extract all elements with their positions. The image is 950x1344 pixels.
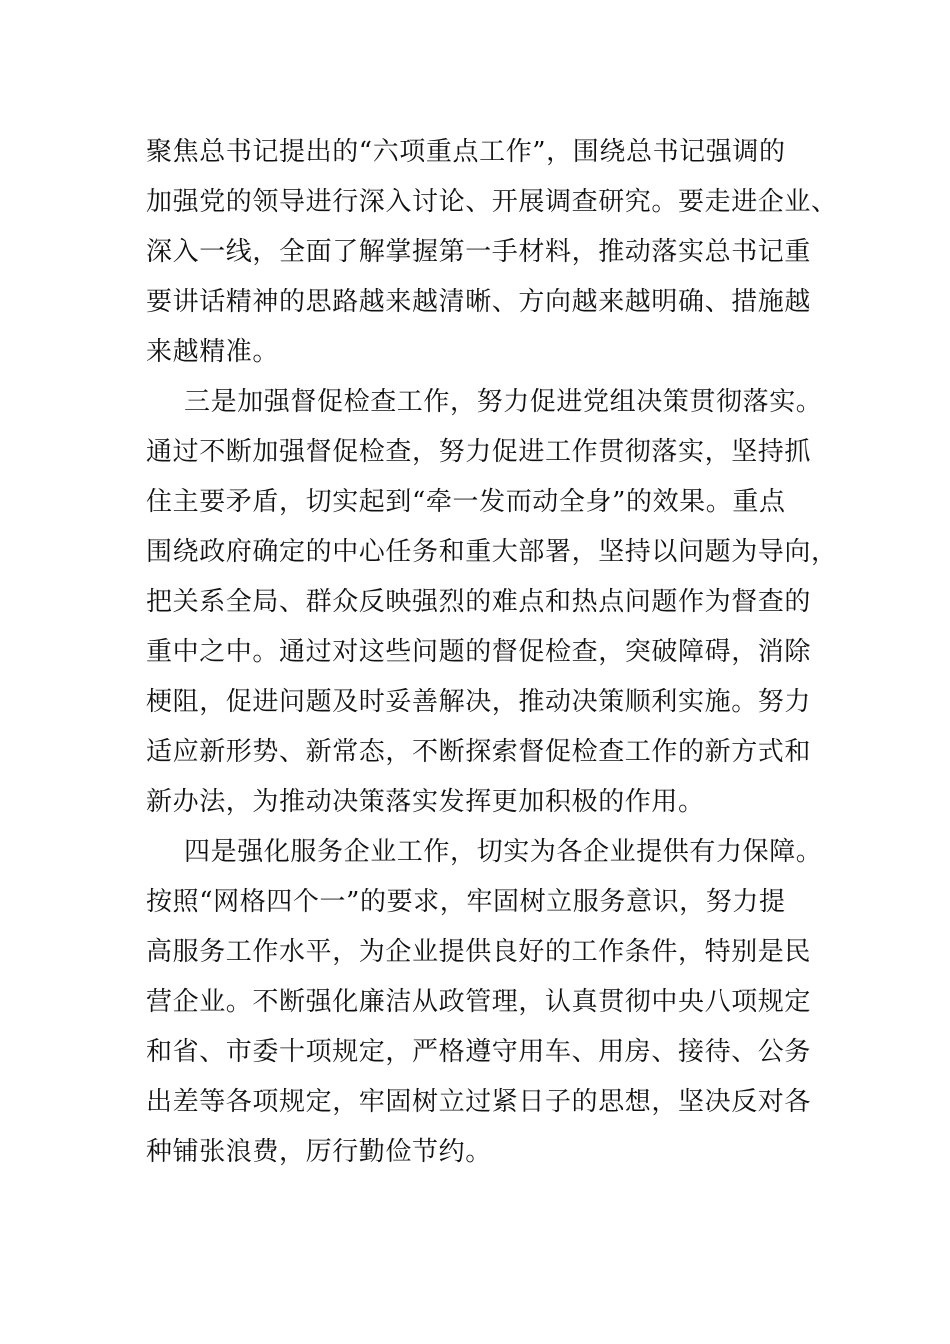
paragraph-line: 把关系全局、群众反映强烈的难点和热点问题作为督查的: [146, 587, 812, 617]
paragraph-line: 深入一线，全面了解掌握第一手材料，推动落实总书记重: [146, 237, 812, 267]
paragraph-line: 和省、市委十项规定，严格遵守用车、用房、接待、公务: [146, 1037, 812, 1067]
paragraph-heading-line: 四是强化服务企业工作，切实为各企业提供有力保障。: [184, 837, 823, 867]
paragraph-line: 聚焦总书记提出的“六项重点工作”，围绕总书记强调的: [146, 137, 786, 167]
paragraph-line: 适应新形势、新常态，不断探索督促检查工作的新方式和: [146, 737, 812, 767]
paragraph-line: 通过不断加强督促检查，努力促进工作贯彻落实，坚持抓: [146, 437, 812, 467]
paragraph-line: 营企业。不断强化廉洁从政管理，认真贯彻中央八项规定: [146, 987, 812, 1017]
paragraph-line: 围绕政府确定的中心任务和重大部署，坚持以问题为导向，: [146, 537, 838, 567]
paragraph-line: 按照“网格四个一”的要求，牢固树立服务意识，努力提: [146, 887, 786, 917]
paragraph-heading-line: 三是加强督促检查工作，努力促进党组决策贯彻落实。: [184, 387, 823, 417]
paragraph-line: 住主要矛盾，切实起到“牵一发而动全身”的效果。重点: [146, 487, 786, 517]
paragraph-line: 新办法，为推动决策落实发挥更加积极的作用。: [146, 787, 705, 817]
paragraph-line: 重中之中。通过对这些问题的督促检查，突破障碍，消除: [146, 637, 812, 667]
paragraph-line: 高服务工作水平，为企业提供良好的工作条件，特别是民: [146, 937, 812, 967]
paragraph-line: 出差等各项规定，牢固树立过紧日子的思想，坚决反对各: [146, 1087, 812, 1117]
paragraph-line: 要讲话精神的思路越来越清晰、方向越来越明确、措施越: [146, 287, 812, 317]
paragraph-line: 来越精准。: [146, 337, 280, 367]
paragraph-line: 加强党的领导进行深入讨论、开展调查研究。要走进企业、: [146, 187, 838, 217]
paragraph-line: 种铺张浪费，厉行勤俭节约。: [146, 1137, 492, 1167]
paragraph-line: 梗阻，促进问题及时妥善解决，推动决策顺利实施。努力: [146, 687, 812, 717]
